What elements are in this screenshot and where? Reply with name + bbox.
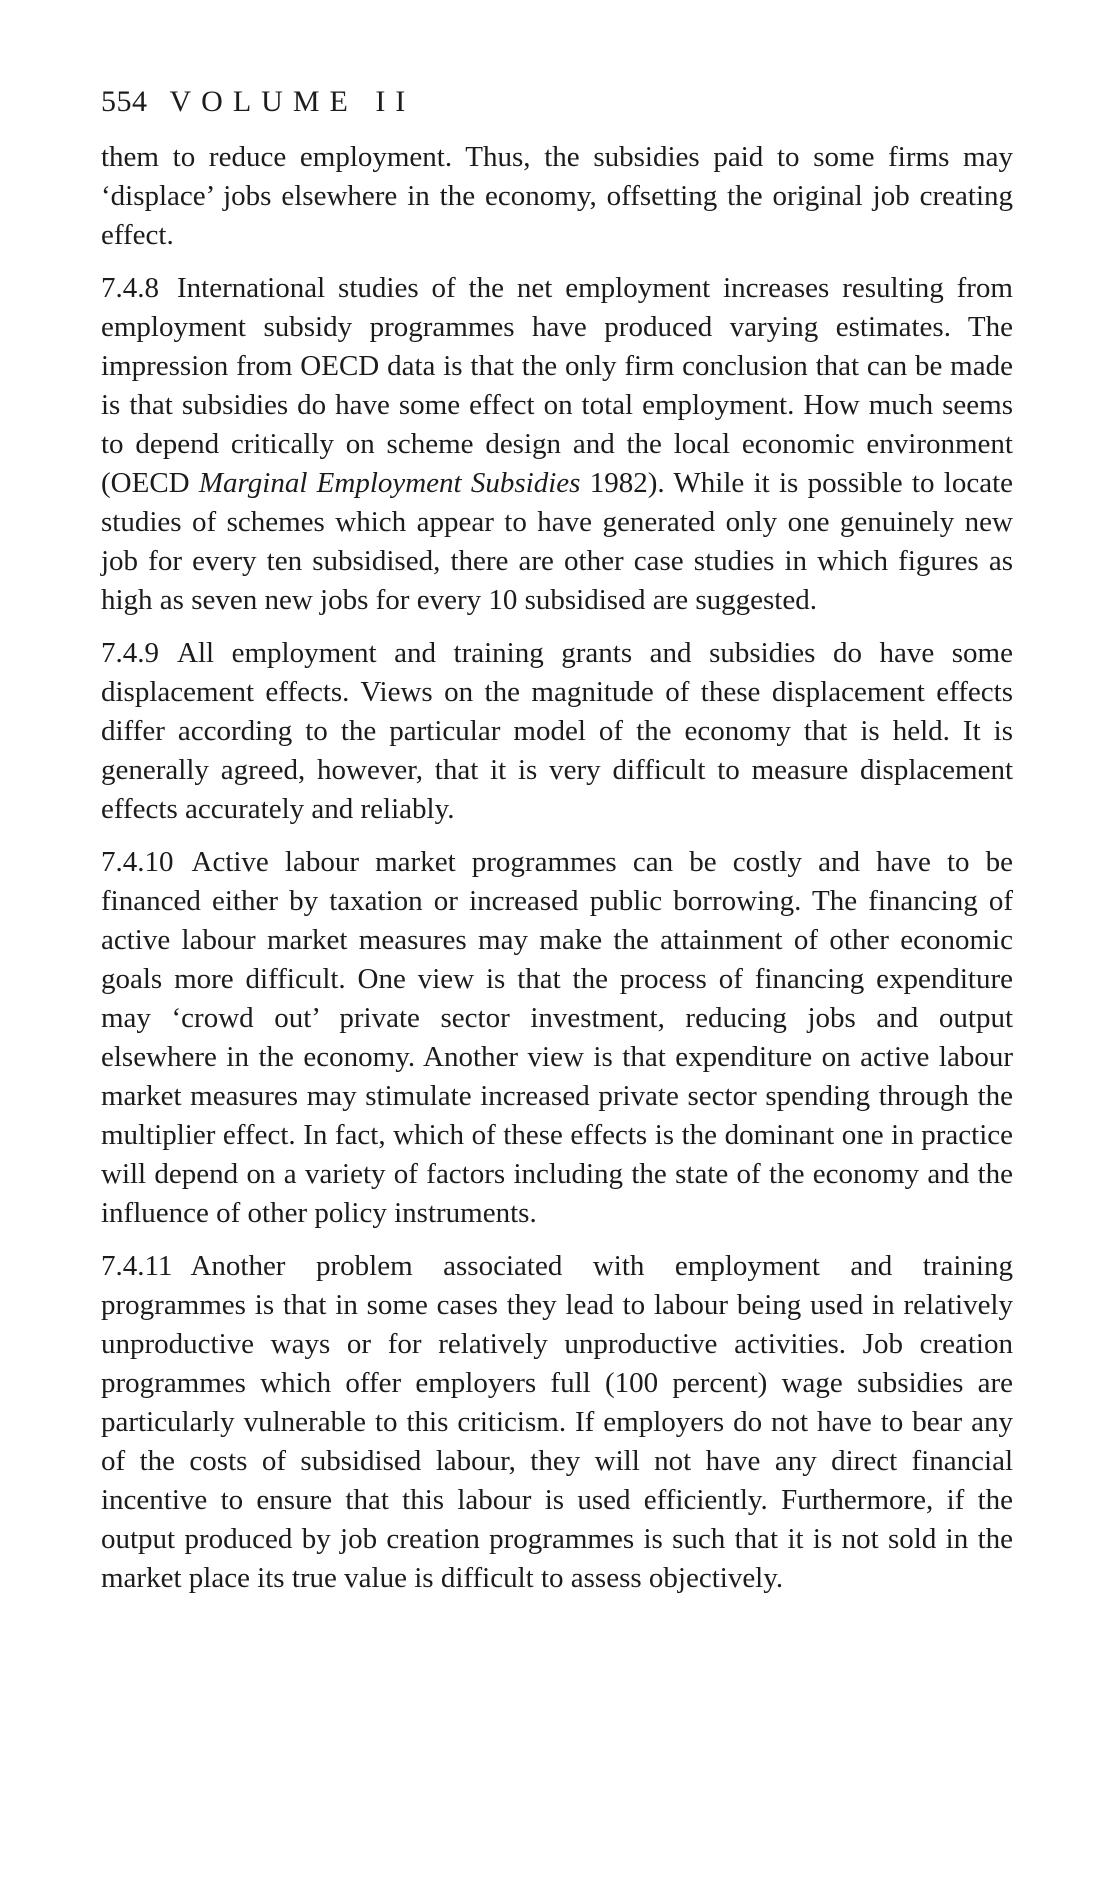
paragraph-text: 1982). While it is possible to locate studies of schemes which appear to have generated only one genuinely new job for every ten subsidised, there are other case studies in which figures as high as seven new jobs for every 10 subsidised are suggested. [101, 467, 1014, 616]
paragraph-text: them to reduce employment. Thus, the subsidies paid to some firms may ‘displace’ jobs elsewhere in the economy, offsetting the original job creating effect. [101, 141, 1013, 251]
cited-title: Marginal Employment Subsidies [198, 467, 581, 499]
section-number: 7.4.10 [101, 846, 174, 878]
section-number: 7.4.9 [101, 637, 159, 669]
running-header [101, 84, 1013, 120]
paragraph-continuation [101, 138, 1013, 255]
paragraph-text: International studies of the net employment increases resulting from employment subsidy programmes have produced varying estimates. The impression from OECD data is that the only firm conclusion that can be made is that subsidies do have some effect on total employment. How much seems to depend critically on scheme design and the local economic environment (OECD [101, 272, 1013, 499]
document-page [101, 84, 1013, 1612]
paragraph-7-4-8 [101, 269, 1013, 620]
section-number: 7.4.11 [101, 1250, 173, 1282]
paragraph-7-4-10 [101, 843, 1013, 1233]
section-number: 7.4.8 [101, 272, 159, 304]
paragraph-7-4-11 [101, 1247, 1013, 1598]
paragraph-text: Another problem associated with employment and training programmes is that in some cases they lead to labour being used in relatively unproductive ways or for relatively unproductive activities. Job creation programmes which offer employers full (100 percent) wage subsidies are particularly vulnerable to this criticism. If employers do not have to bear any of the costs of subsidised labour, they will not have any direct financial incentive to ensure that this labour is used efficiently. Furthermore, if the output produced by job creation programmes is such that it is not sold in the market place its true value is difficult to assess objectively. [101, 1250, 1013, 1594]
paragraph-text: All employment and training grants and subsidies do have some displacement effects. Views on the magnitude of these displacement effects differ according to the particular model of the economy that is held. It is generally agreed, however, that it is very difficult to measure displacement effects accurately and reliably. [101, 637, 1013, 825]
paragraph-text: Active labour market programmes can be costly and have to be financed either by taxation or increased public borrowing. The financing of active labour market measures may make the attainment of other economic goals more difficult. One view is that the process of financing expenditure may ‘crowd out’ private sector investment, reducing jobs and output elsewhere in the economy. Another view is that expenditure on active labour market measures may stimulate increased private sector spending through the multiplier effect. In fact, which of these effects is the dominant one in practice will depend on a variety of factors including the state of the economy and the influence of other policy instruments. [101, 846, 1013, 1229]
volume-label: VOLUME II [169, 85, 416, 118]
page-number: 554 [101, 85, 148, 118]
paragraph-7-4-9 [101, 634, 1013, 829]
